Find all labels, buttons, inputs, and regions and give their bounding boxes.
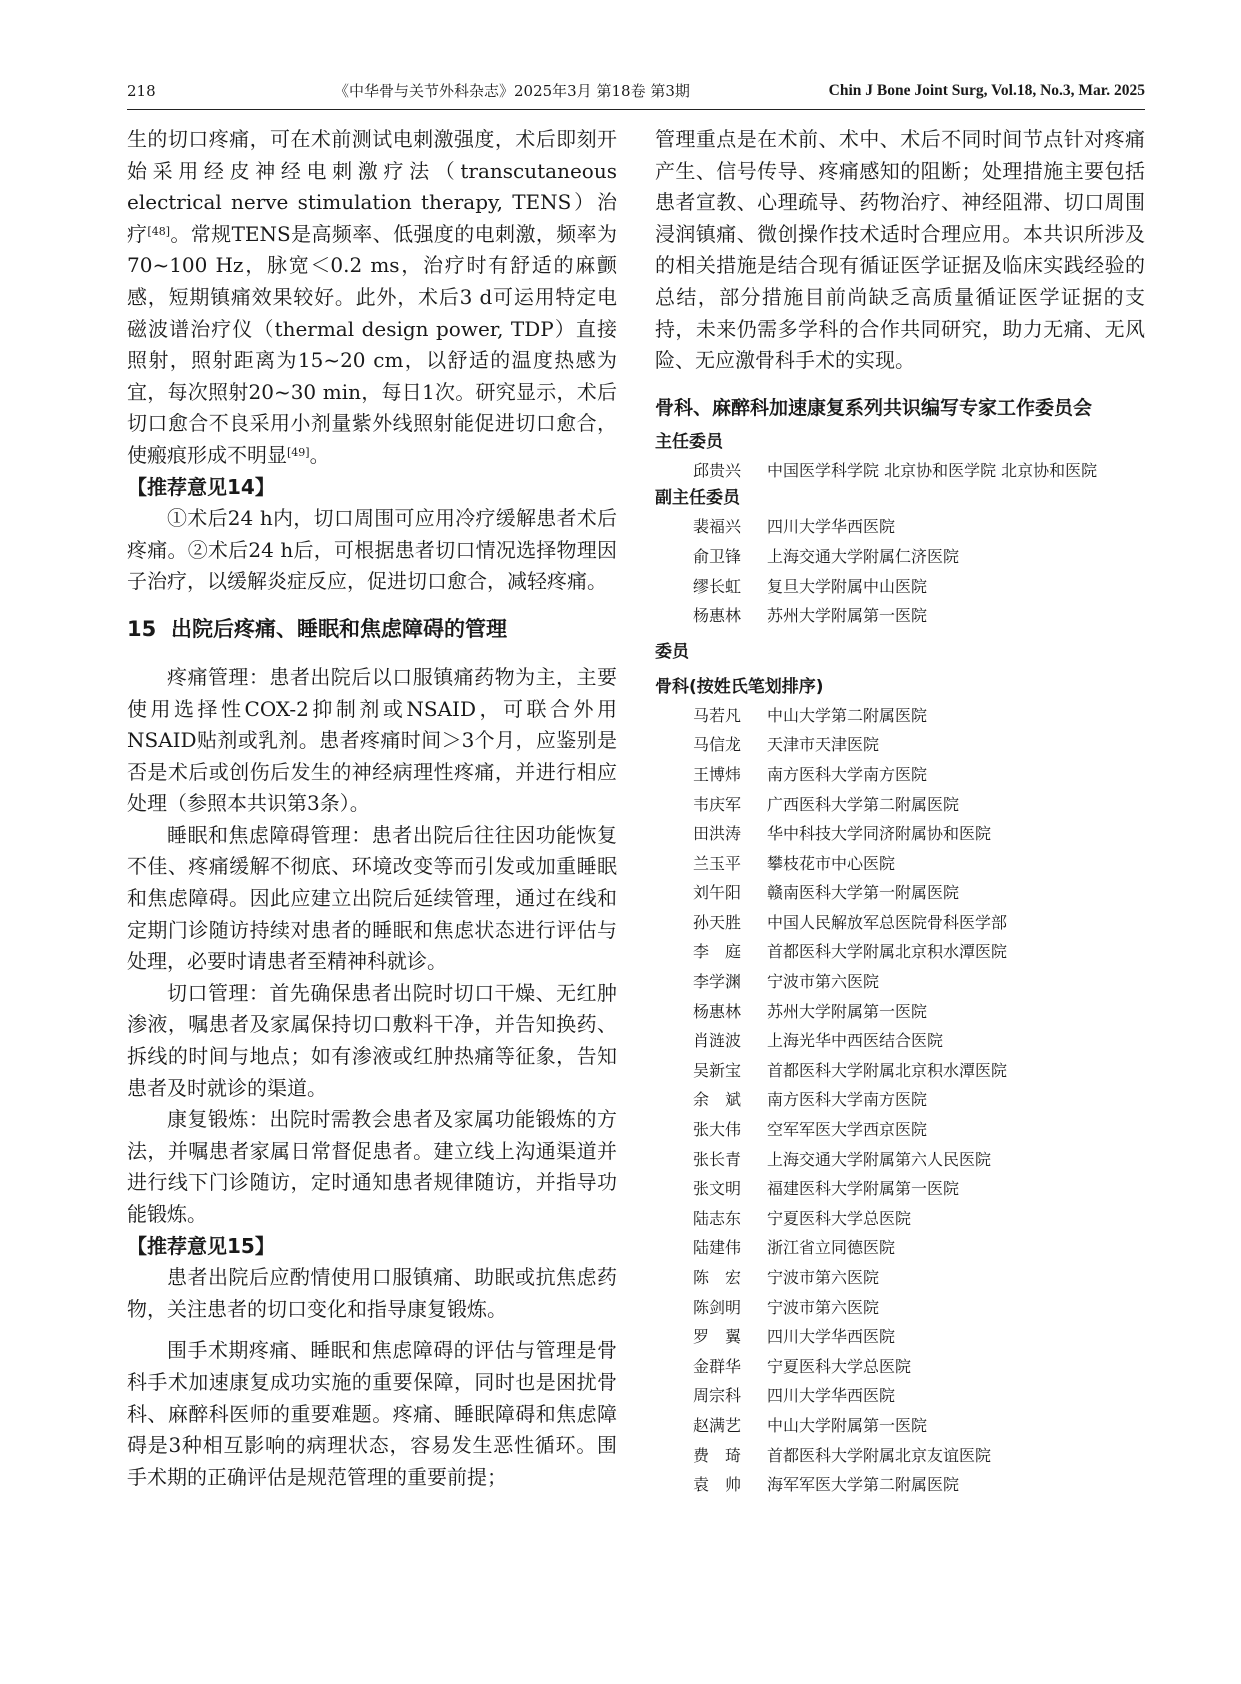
member-name: 周宗科 (693, 1386, 742, 1406)
paragraph-summary: 围手术期疼痛、睡眠和焦虑障碍的评估与管理是骨科手术加速康复成功实施的重要保障，同时也是困扰骨科、麻醉科医师的重要难题。疼痛、睡眠障碍和焦虑障碍是3种相互影响的病理状态，容易发生恶性循环。围手术期的正确评估是规范管理的重要前提； (127, 1338, 617, 1489)
member-organization: 南方医科大学南方医院 (767, 1090, 928, 1110)
member-name: 张长青 (693, 1149, 742, 1169)
recommendation-14-title: 【推荐意见14】 (127, 474, 275, 499)
committee-member (655, 512, 1145, 542)
committee-member (655, 572, 1145, 602)
member-organization: 上海光华中西医结合医院 (767, 1031, 944, 1051)
member-name: 罗 翼 (693, 1327, 742, 1347)
member-name: 费 琦 (693, 1445, 742, 1465)
chair-list (655, 456, 1145, 486)
paragraph-continuation: 管理重点是在术前、术中、术后不同时间节点针对疼痛产生、信号传导、疼痛感知的阻断；处理措施主要包括患者宣教、心理疏导、药物治疗、神经阻滞、切口周围浸润镇痛、微创操作技术适时合理应用。本共识所涉及的相关措施是结合现有循证医学证据及临床实践经验的总结，部分措施目前尚缺乏高质量循证医学证据的支持，未来仍需多学科的合作共同研究，助力无痛、无风险、无应激骨科手术的实现。 (655, 127, 1145, 373)
page-number: 218 (127, 82, 156, 100)
committee-member (655, 1204, 1145, 1234)
section-title: 出院后疼痛、睡眠和焦虑障碍的管理 (171, 616, 507, 641)
citation-49: [49] (287, 445, 310, 459)
committee-member (655, 1470, 1145, 1500)
member-name: 孙天胜 (693, 912, 742, 932)
member-name: 张文明 (693, 1179, 742, 1199)
recommendation-15-text: 患者出院后应酌情使用口服镇痛、助眠或抗焦虑药物，关注患者的切口变化和指导康复锻炼。 (127, 1265, 617, 1321)
committee-member (655, 1411, 1145, 1441)
member-organization: 海军军医大学第二附属医院 (767, 1475, 960, 1495)
committee-member (655, 937, 1145, 967)
member-name: 刘午阳 (693, 883, 742, 903)
committee-member (655, 1026, 1145, 1056)
text-run: 生的切口疼痛，可在术前测试电刺激强度，术后即刻开始采用经皮神经电刺激疗法（transcutaneous electrical nerve stimulation therapy, TENS）治疗 (127, 127, 617, 246)
member-organization: 首都医科大学附属北京友谊医院 (767, 1445, 992, 1465)
member-organization: 上海交通大学附属第六人民医院 (767, 1149, 992, 1169)
paragraph-sleep-management: 睡眠和焦虑障碍管理：患者出院后往往因功能恢复不佳、疼痛缓解不彻底、环境改变等而引发或加重睡眠和焦虑障碍。因此应建立出院后延续管理，通过在线和定期门诊随访持续对患者的睡眠和焦虑状态进行评估与处理，必要时请患者至精神科就诊。 (127, 822, 617, 974)
vice-chair-list (655, 512, 1145, 630)
left-column (127, 124, 617, 1493)
member-name: 俞卫锋 (693, 546, 742, 566)
member-name: 李 庭 (693, 942, 742, 962)
member-organization: 宁夏医科大学总医院 (767, 1208, 912, 1228)
committee-member (655, 456, 1145, 486)
committee-member (655, 819, 1145, 849)
member-name: 裴福兴 (693, 517, 742, 537)
orthopedics-label: 骨科(按姓氏笔划排序) (655, 676, 824, 697)
vice-chair-label: 副主任委员 (655, 488, 740, 509)
citation-48: [48] (147, 224, 170, 238)
committee-member (655, 760, 1145, 790)
member-name: 陆建伟 (693, 1238, 742, 1258)
member-organization: 首都医科大学附属北京积水潭医院 (767, 1060, 1008, 1080)
member-organization: 攀枝花市中心医院 (767, 853, 896, 873)
member-organization: 天津市天津医院 (767, 735, 880, 755)
member-organization: 中国医学科学院 北京协和医学院 北京协和医院 (767, 460, 1098, 480)
member-organization: 广西医科大学第二附属医院 (767, 794, 960, 814)
committee-member (655, 542, 1145, 572)
member-name: 吴新宝 (693, 1060, 742, 1080)
member-organization: 四川大学华西医院 (767, 1327, 896, 1347)
committee-member (655, 878, 1145, 908)
paragraph-pain-management: 疼痛管理：患者出院后以口服镇痛药物为主，主要使用选择性COX-2抑制剂或NSAID，可联合外用NSAID贴剂或乳剂。患者疼痛时间＞3个月，应鉴别是否是术后或创伤后发生的神经病理性疼痛，并进行相应处理（参照本共识第3条）。 (127, 664, 617, 816)
member-name: 陆志东 (693, 1208, 742, 1228)
member-organization: 华中科技大学同济附属协和医院 (767, 824, 992, 844)
member-organization: 福建医科大学附属第一医院 (767, 1179, 960, 1199)
member-organization: 宁夏医科大学总医院 (767, 1356, 912, 1376)
right-column (655, 124, 1145, 1500)
committee-member (655, 1263, 1145, 1293)
paragraph-rehab: 康复锻炼：出院时需教会患者及家属功能锻炼的方法，并嘱患者家属日常督促患者。建立线上沟通渠道并进行线下门诊随访，定时通知患者规律随访，并指导功能锻炼。 (127, 1107, 617, 1226)
committee-title: 骨科、麻醉科加速康复系列共识编写专家工作委员会 (655, 396, 1093, 419)
member-organization: 中山大学第二附属医院 (767, 705, 928, 725)
page-header (127, 80, 1145, 104)
journal-title-cn: 《中华骨与关节外科杂志》2025年3月 第18卷 第3期 (334, 82, 690, 100)
header-rule (127, 109, 1145, 110)
committee-member (655, 1233, 1145, 1263)
member-name: 田洪涛 (693, 824, 742, 844)
member-name: 李学渊 (693, 972, 742, 992)
member-organization: 中国人民解放军总医院骨科医学部 (767, 912, 1008, 932)
member-name: 赵满艺 (693, 1415, 742, 1435)
committee-member (655, 967, 1145, 997)
member-name: 王博炜 (693, 764, 742, 784)
committee-member (655, 997, 1145, 1027)
committee-member (655, 849, 1145, 879)
member-organization: 苏州大学附属第一医院 (767, 1001, 928, 1021)
member-name: 马信龙 (693, 735, 742, 755)
member-name: 陈剑明 (693, 1297, 742, 1317)
text-run: 。常规TENS是高频率、低强度的电刺激，频率为70~100 Hz，脉宽＜0.2 ms，治疗时有舒适的麻颤感，短期镇痛效果较好。此外，术后3 d可运用特定电磁波谱治疗仪（thermal design power, TDP）直接照射，照射距离为15~20 cm，以舒适的温度热感为宜，每次照射20~30 min，每日1次。研究显示，术后切口愈合不良采用小剂量紫外线照射能促进切口愈合，使瘢痕形成不明显 (127, 221, 618, 467)
member-name: 杨惠林 (693, 1001, 742, 1021)
paragraph-tens (127, 124, 617, 472)
committee-member (655, 1352, 1145, 1382)
member-name: 邱贵兴 (693, 460, 742, 480)
committee-member (655, 1322, 1145, 1352)
member-name: 缪长虹 (693, 576, 742, 596)
member-organization: 首都医科大学附属北京积水潭医院 (767, 942, 1008, 962)
committee-member (655, 1381, 1145, 1411)
committee-member (655, 1441, 1145, 1471)
member-organization: 南方医科大学南方医院 (767, 764, 928, 784)
member-organization: 苏州大学附属第一医院 (767, 606, 928, 626)
member-name: 余 斌 (693, 1090, 742, 1110)
committee-member (655, 1056, 1145, 1086)
section-number: 15 (127, 616, 157, 641)
member-organization: 中山大学附属第一医院 (767, 1415, 928, 1435)
chair-label: 主任委员 (655, 431, 723, 452)
section-heading (127, 614, 617, 644)
member-name: 袁 帅 (693, 1475, 742, 1495)
member-organization: 浙江省立同德医院 (767, 1238, 896, 1258)
recommendation-15-title: 【推荐意见15】 (127, 1233, 275, 1258)
member-organization: 宁波市第六医院 (767, 1297, 880, 1317)
member-organization: 空军军医大学西京医院 (767, 1120, 928, 1140)
committee-member (655, 1145, 1145, 1175)
committee-member (655, 790, 1145, 820)
member-name: 金群华 (693, 1356, 742, 1376)
committee-member (655, 1174, 1145, 1204)
committee-member (655, 908, 1145, 938)
paragraph-wound-management: 切口管理：首先确保患者出院时切口干燥、无红肿渗液，嘱患者及家属保持切口敷料干净，并告知换药、拆线的时间与地点；如有渗液或红肿热痛等征象，告知患者及时就诊的渠道。 (127, 980, 617, 1100)
journal-title-en: Chin J Bone Joint Surg, Vol.18, No.3, Mar. 2025 (828, 82, 1145, 99)
members-label: 委员 (655, 641, 689, 662)
member-organization: 宁波市第六医院 (767, 1268, 880, 1287)
member-name: 陈 宏 (693, 1268, 742, 1287)
member-organization: 复旦大学附属中山医院 (767, 576, 928, 596)
member-name: 韦庆军 (693, 794, 742, 814)
member-name: 杨惠林 (693, 606, 742, 626)
committee-member (655, 1293, 1145, 1323)
committee-member (655, 701, 1145, 731)
member-organization: 赣南医科大学第一附属医院 (767, 883, 960, 903)
member-name: 马若凡 (693, 705, 742, 725)
member-name: 兰玉平 (693, 853, 742, 873)
member-name: 张大伟 (693, 1120, 742, 1140)
recommendation-14-text: ①术后24 h内，切口周围可应用冷疗缓解患者术后疼痛。②术后24 h后，可根据患者切口情况选择物理因子治疗，以缓解炎症反应，促进切口愈合，减轻疼痛。 (127, 506, 617, 594)
member-name: 肖涟波 (693, 1031, 742, 1051)
text-run: 。 (309, 442, 330, 467)
orthopedics-member-list (655, 701, 1145, 1500)
committee-member (655, 1085, 1145, 1115)
member-organization: 四川大学华西医院 (767, 1386, 896, 1406)
committee-member (655, 730, 1145, 760)
member-organization: 四川大学华西医院 (767, 517, 896, 537)
member-organization: 上海交通大学附属仁济医院 (767, 546, 960, 566)
member-organization: 宁波市第六医院 (767, 972, 880, 992)
committee-member (655, 601, 1145, 631)
committee-member (655, 1115, 1145, 1145)
